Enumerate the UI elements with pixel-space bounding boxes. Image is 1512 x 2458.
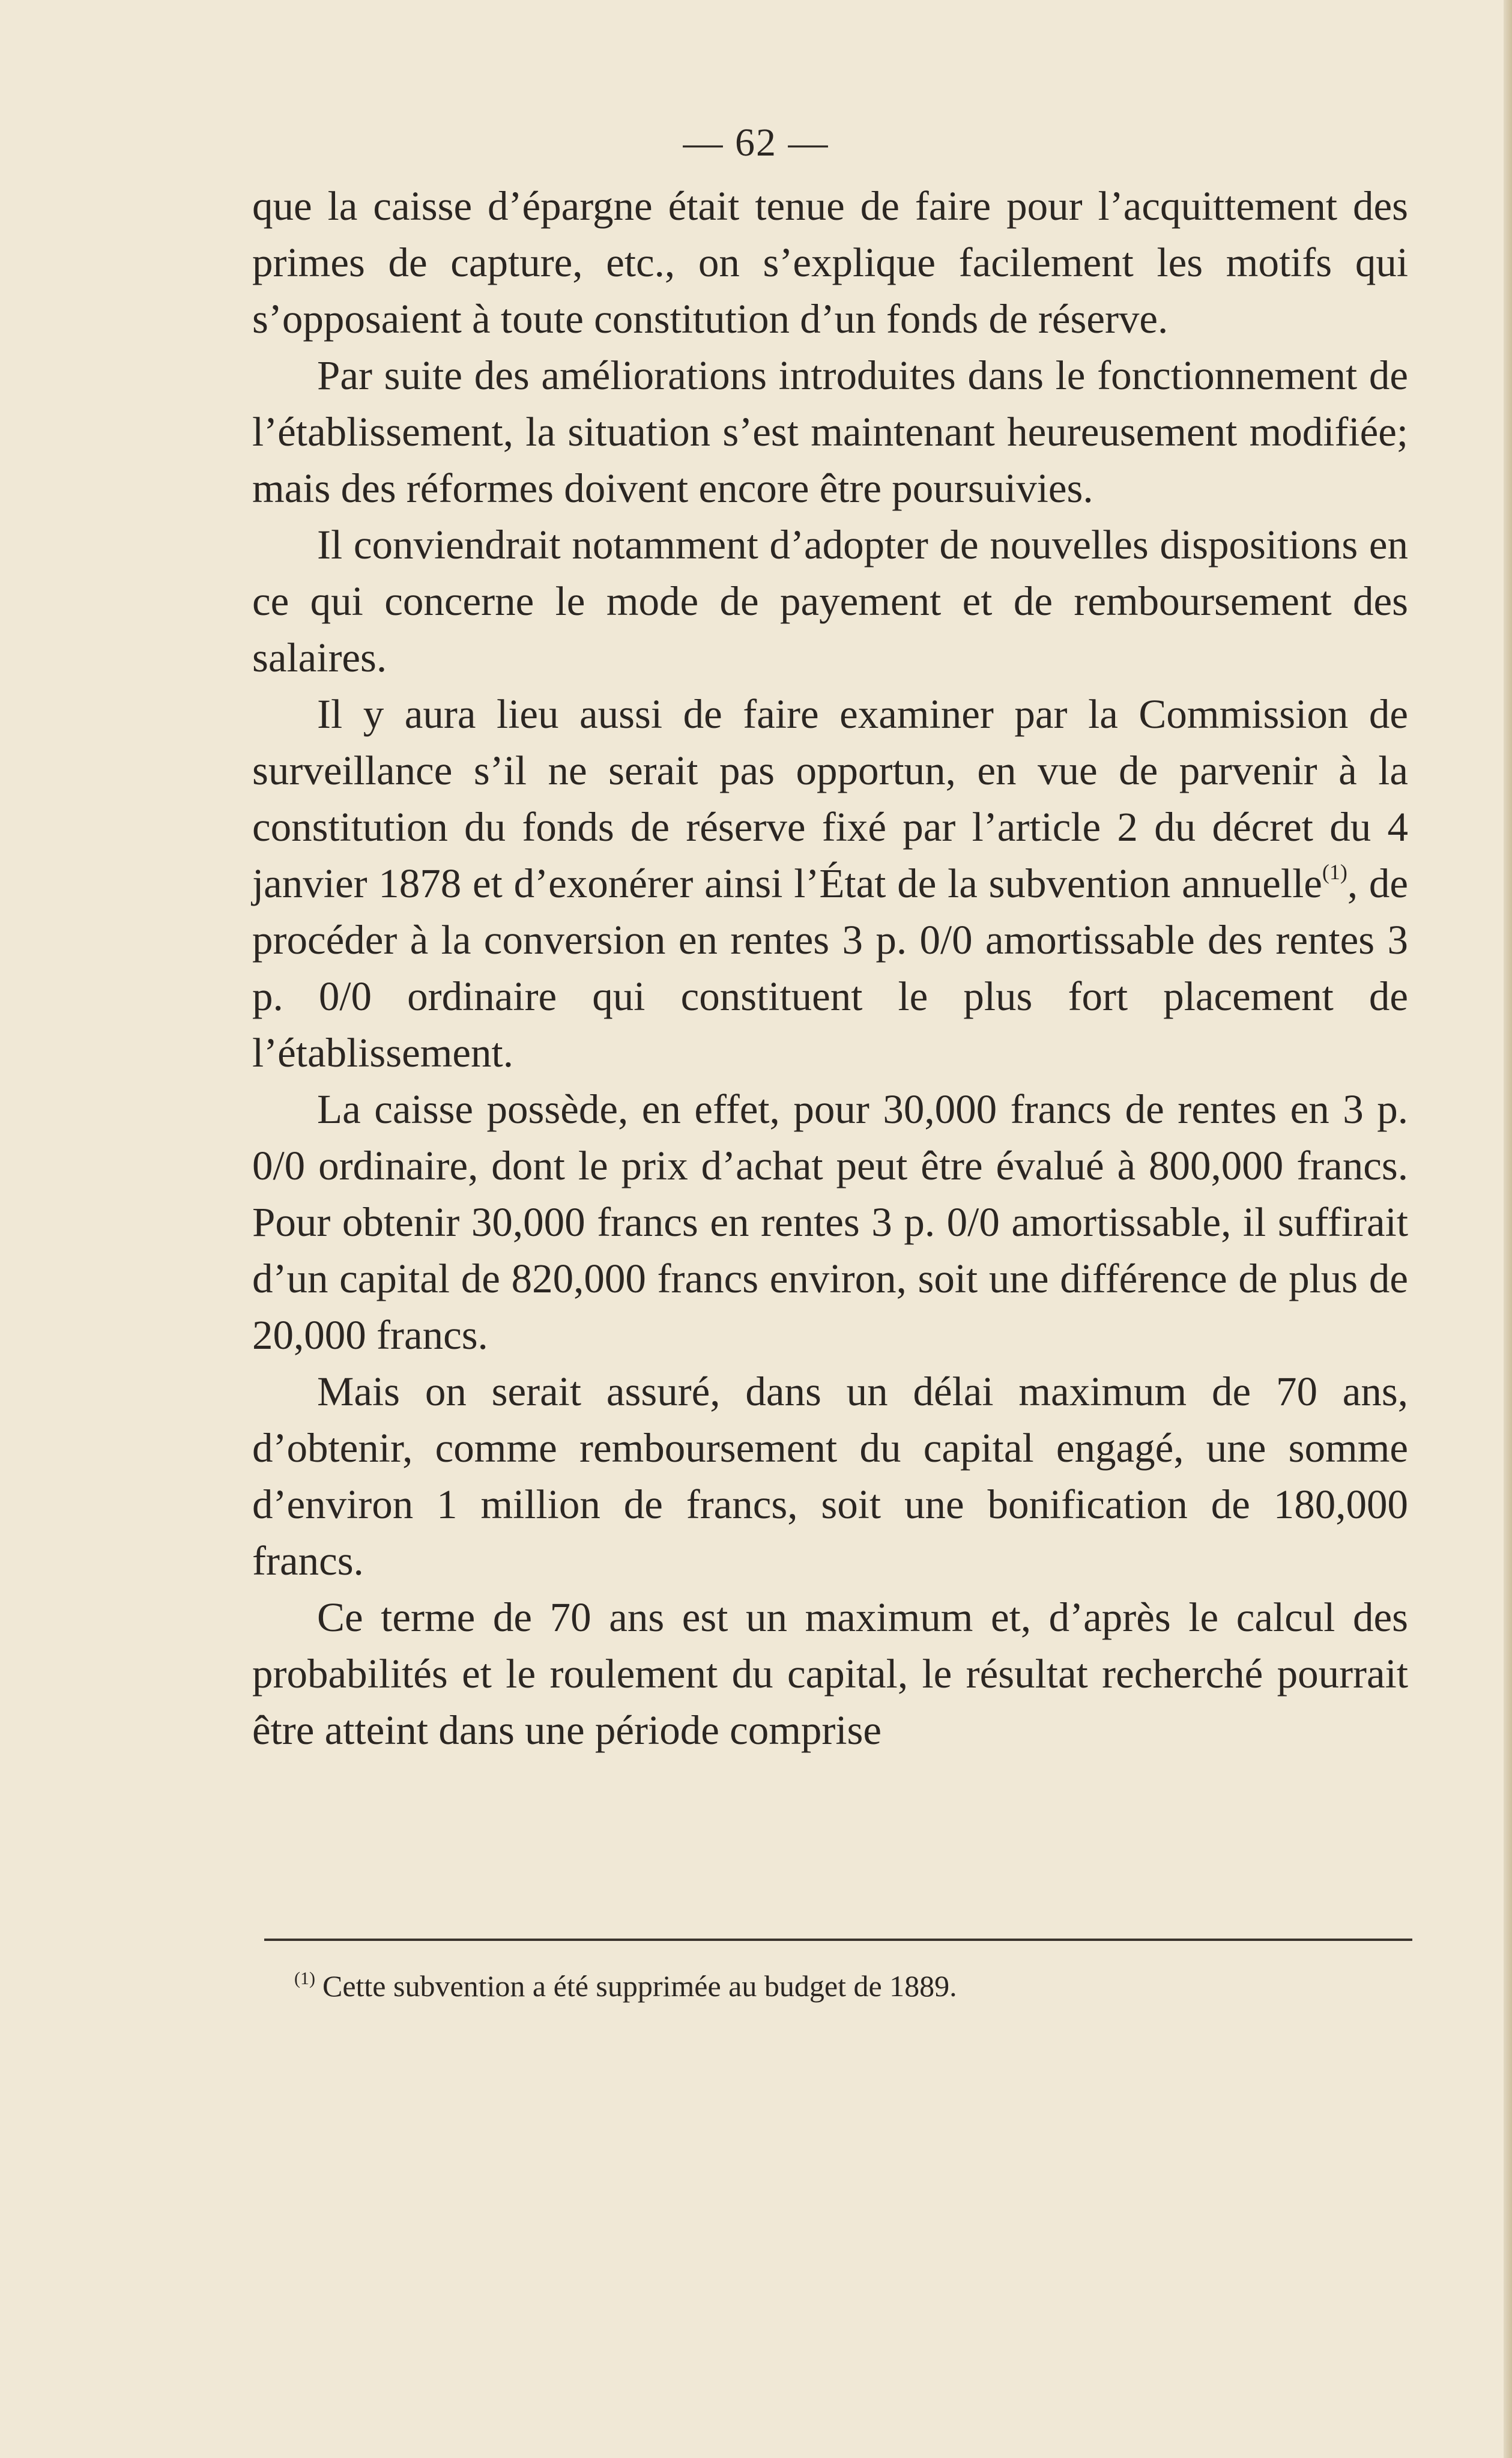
paragraph-4 xyxy=(252,686,1408,1081)
footnote-mark: (1) xyxy=(294,1969,315,1988)
paragraph-3: Il conviendrait notamment d’adopter de nouvelles dispositions en ce qui concerne le mode de payement et de remboursement des salaires. xyxy=(252,522,1408,680)
footnote xyxy=(294,1958,1411,2007)
footnote-text: Cette subvention a été supprimée au budget de 1889. xyxy=(322,1969,957,2003)
paragraph-2: Par suite des améliorations introduites dans le fonctionnement de l’établissement, la situation s’est maintenant heureusement modifiée; mais des réformes doivent encore être poursuivies. xyxy=(252,353,1408,511)
paragraph-7: Ce terme de 70 ans est un maximum et, d’après le calcul des probabilités et le roulement du capital, le résultat recherché pourrait être atteint dans une période comprise xyxy=(252,1594,1408,1753)
paragraph-5: La caisse possède, en effet, pour 30,000 francs de rentes en 3 p. 0/0 ordinaire, dont le prix d’achat peut être évalué à 800,000 francs. Pour obtenir 30,000 francs en rentes 3 p. 0/0 amortissable, il suffirait d’un capital de 820,000 francs environ, soit une différence de plus de 20,000 francs. xyxy=(252,1086,1408,1358)
paragraph-6: Mais on serait assuré, dans un délai maximum de 70 ans, d’obtenir, comme remboursement du capital engagé, une somme d’environ 1 million de francs, soit une bonification de 180,000 francs. xyxy=(252,1369,1408,1584)
page-number: — 62 — xyxy=(683,121,829,165)
page-edge xyxy=(1504,0,1512,2458)
paragraph-4-text: Il y aura lieu aussi de faire examiner par la Commission de surveillance s’il ne serait pas opportun, en vue de parvenir à la constitution du fonds de réserve fixé par l’article 2 du décret du 4 janvier 1878 et d’exonérer ainsi l’État de la subvention annuelle xyxy=(252,691,1408,906)
footnote-rule xyxy=(264,1939,1412,1941)
footnote-reference: (1) xyxy=(1322,860,1347,884)
paragraph-1: que la caisse d’épargne était tenue de faire pour l’acquittement des primes de capture, etc., on s’explique facilement les motifs qui s’opposaient à toute constitution d’un fonds de réserve. xyxy=(252,183,1408,342)
paragraph-4-text-continued: , de procéder à la conversion en rentes 3 p. 0/0 amortissable des rentes 3 p. 0/0 ordinaire qui constituent le plus fort placement de l’établissement. xyxy=(252,861,1408,1076)
body-text xyxy=(252,178,1408,1758)
